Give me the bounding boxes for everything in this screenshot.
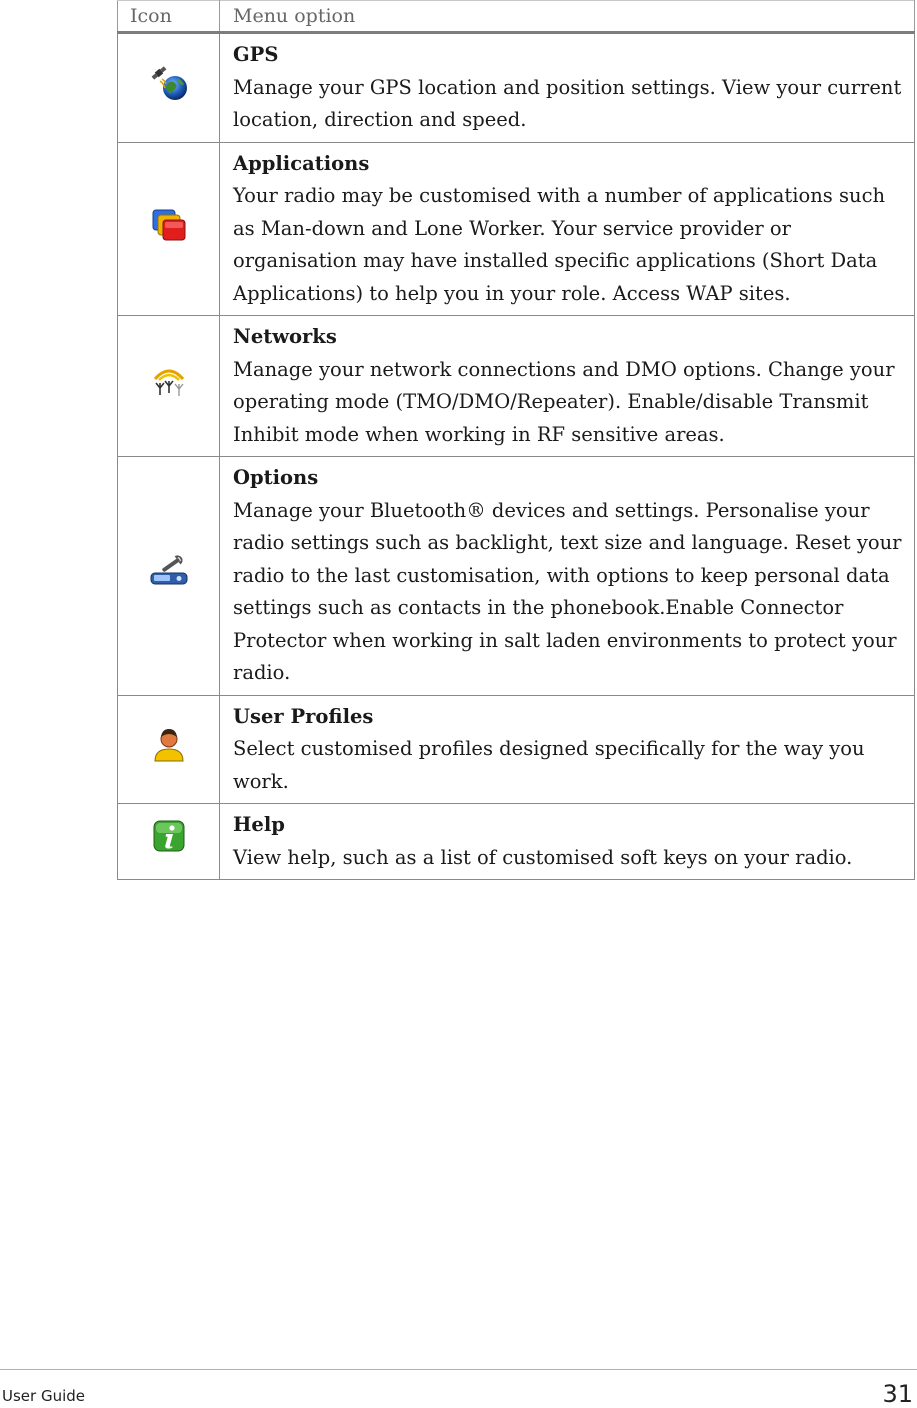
- option-cell: [220, 142, 915, 316]
- option-cell: [220, 457, 915, 696]
- footer-label: User Guide: [2, 1387, 86, 1405]
- footer-divider: [0, 1369, 917, 1370]
- table-row: [118, 695, 915, 804]
- option-description-networks: Manage your network connections and DMO options. Change your operating mode (TMO/DMO/Repeater). Enable/disable Transmit Inhibit mode when working in RF sensitive areas.: [233, 357, 895, 446]
- icon-cell: [118, 457, 220, 696]
- table-row: [118, 804, 915, 880]
- option-description-applications: Your radio may be customised with a number of applications such as Man-down and Lone Worker. Your service provider or organisation may have installed specific applications (Short Data Applications) to help you in your role. Access WAP sites.: [233, 184, 886, 305]
- menu-options-table: [117, 0, 915, 880]
- header-icon: Icon: [118, 1, 220, 33]
- option-cell: [220, 804, 915, 880]
- networks-antenna-icon: [149, 361, 189, 401]
- icon-cell: [118, 316, 220, 457]
- table-row: [118, 142, 915, 316]
- user-profile-person-icon: [149, 724, 189, 764]
- table-row: [118, 33, 915, 143]
- option-title-user-profiles: User Profiles: [233, 704, 374, 728]
- option-cell: [220, 33, 915, 143]
- option-title-help: Help: [233, 813, 285, 836]
- help-info-icon: [149, 816, 189, 856]
- table-row: [118, 316, 915, 457]
- icon-cell: [118, 142, 220, 316]
- header-menu-option: Menu option: [220, 1, 915, 33]
- table-header-row: [118, 1, 915, 33]
- options-wrench-device-icon: [149, 551, 189, 591]
- option-description-help: View help, such as a list of customised soft keys on your radio.: [233, 845, 853, 869]
- option-description-gps: Manage your GPS location and position settings. View your current location, direction and speed.: [233, 75, 902, 131]
- icon-cell: [118, 33, 220, 143]
- table-row: [118, 457, 915, 696]
- option-title-gps: GPS: [233, 43, 279, 66]
- option-cell: [220, 695, 915, 804]
- applications-stacked-windows-icon: [149, 204, 189, 244]
- option-description-user-profiles: Select customised profiles designed specifically for the way you work.: [233, 737, 865, 793]
- option-title-applications: Applications: [233, 151, 370, 175]
- page-number: 31: [882, 1380, 913, 1408]
- option-title-networks: Networks: [233, 325, 337, 348]
- option-title-options: Options: [233, 466, 319, 489]
- icon-cell: [118, 804, 220, 880]
- icon-cell: [118, 695, 220, 804]
- gps-satellite-globe-icon: [149, 63, 189, 103]
- option-cell: [220, 316, 915, 457]
- option-description-options: Manage your Bluetooth® devices and settings. Personalise your radio settings such as backlight, text size and language. Reset your radio to the last customisation, with options to keep personal data settings such as contacts in the phonebook.Enable Connector Protector when working in salt laden environments to protect your radio.: [233, 498, 902, 684]
